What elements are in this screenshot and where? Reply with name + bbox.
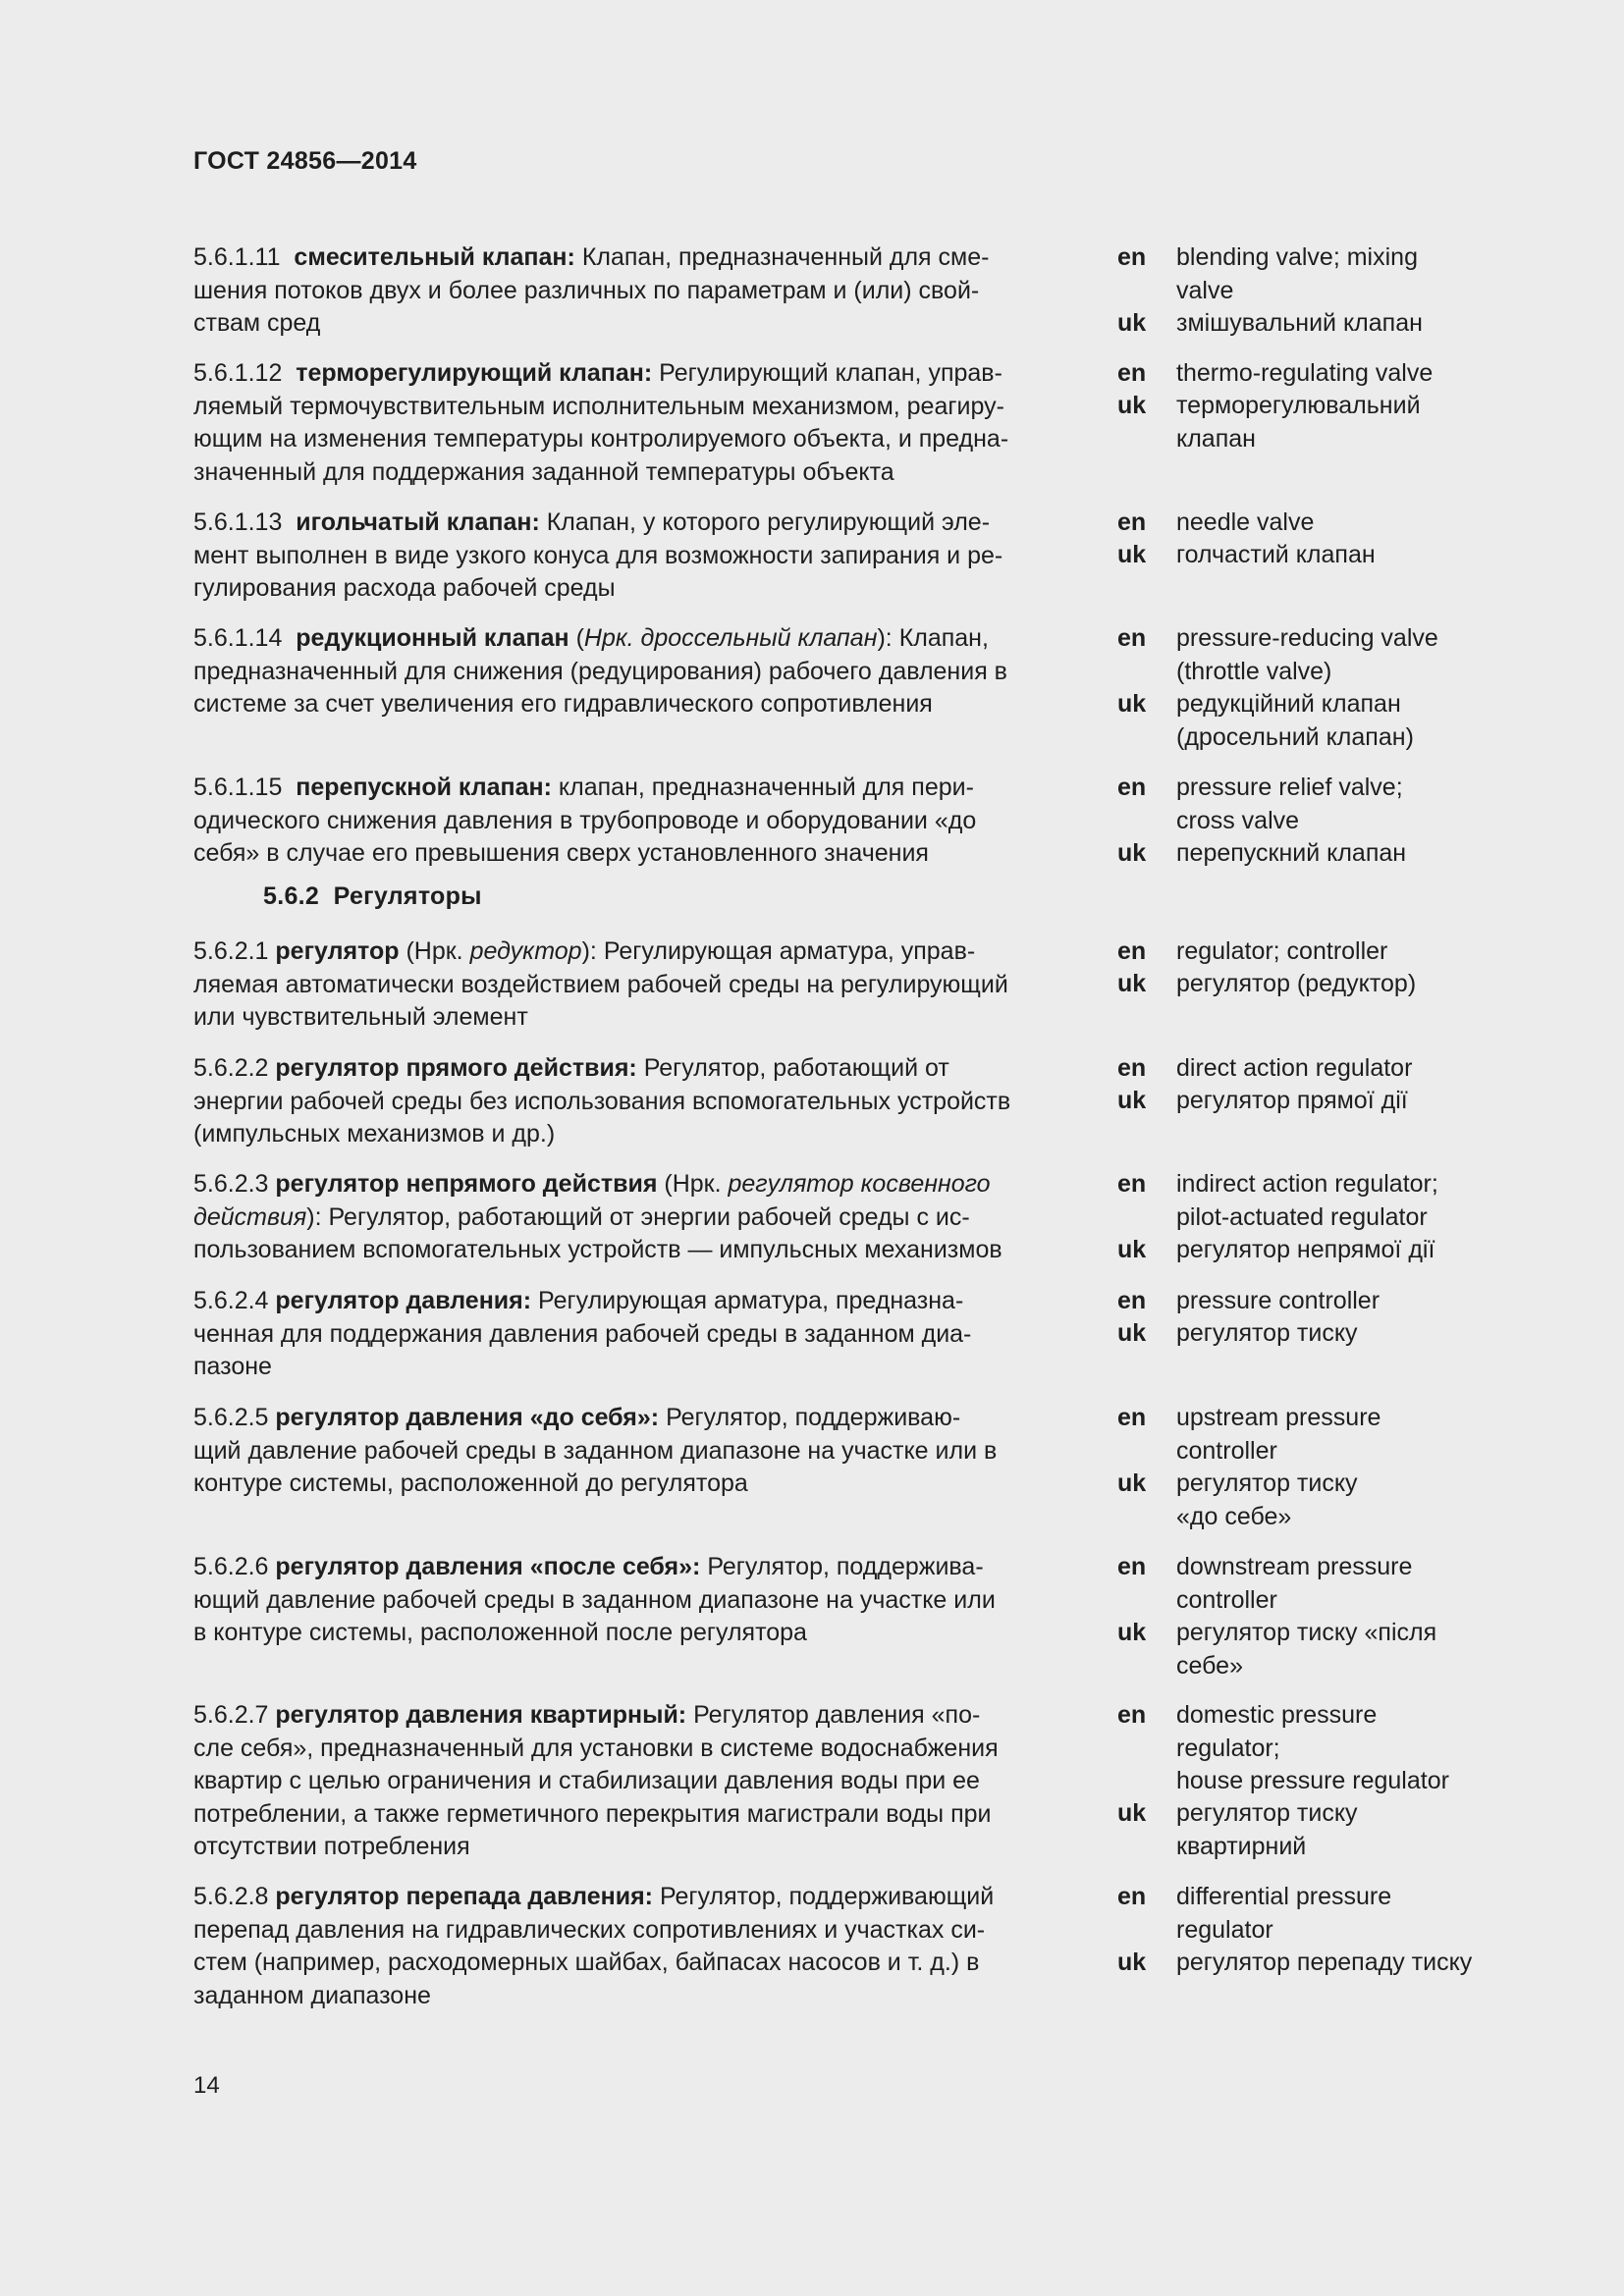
term-definition [193,1285,1092,1384]
definition-line: ствам сред [193,309,321,337]
term-name: регулятор [275,937,400,965]
term-definition [193,507,1092,606]
ukrainian-equivalent: регулятор тиску квартирний [1176,1799,1358,1860]
english-equivalent: downstream pressure controller [1176,1553,1413,1614]
definition-line: Регулирующий клапан, управ- [659,359,1002,387]
definition-line: перепад давления на гидравлических сопротивлениях и участках си- [193,1915,986,1944]
term-number: 5.6.1.14 [193,624,283,652]
english-equivalent: domestic pressure regulator; house pressure regulator [1176,1701,1449,1794]
definition-line: Регулятор, поддержива- [707,1553,984,1580]
english-equivalent: regulator; controller [1176,937,1388,965]
english-equivalent: differential pressure regulator [1176,1883,1392,1944]
definition-line: Регулирующая арматура, предназна- [538,1287,964,1314]
definition-line: сле себя», предназначенный для установки в системе водоснабжения [193,1734,999,1762]
lang-code-uk: uk [1117,1469,1147,1497]
definition-line: контуре системы, расположенной до регулятора [193,1469,748,1497]
lang-code-uk: uk [1117,1619,1147,1646]
definition-line: или чувствительный элемент [193,1003,528,1031]
deprecated-term: Нрк. дроссельный клапан [583,624,878,652]
lang-code-en: en [1117,1170,1147,1198]
definition-line: потреблении, а также герметичного перекрытия магистрали воды при [193,1799,992,1828]
term-definition: 5.6.2.3 регулятор непрямого действия (Нрк. регулятор косвенного действия): Регулятор, работающий от энергии рабочей среды с ис- пользованием вспомогательных устройств — импульсных механизмов [193,1168,1092,1267]
term-definition [193,241,1092,341]
definition-line: щий давление рабочей среды в заданном диапазоне на участке или в [193,1436,998,1465]
lang-code-en: en [1117,359,1147,387]
lang-code-uk: uk [1117,1799,1147,1827]
lang-code-en: en [1117,1553,1147,1580]
lang-code-uk: uk [1117,1087,1147,1114]
term-number: 5.6.2.7 [193,1701,269,1729]
definition-line: одического снижения давления в трубопроводе и оборудовании «до [193,806,977,834]
term-number: 5.6.2.1 [193,937,269,965]
english-equivalent: pressure relief valve; cross valve [1176,774,1403,834]
ukrainian-equivalent: регулятор тиску «після себе» [1176,1619,1437,1680]
definition-line: Регулирующая арматура, управ- [603,937,976,965]
term-name: регулятор давления: [275,1287,532,1314]
definition-line: мент выполнен в виде узкого конуса для возможности запирания и ре- [193,541,1003,569]
lang-code-en: en [1117,1701,1147,1729]
definition-line: Регулятор давления «по- [693,1701,981,1729]
term-definition [193,1551,1092,1650]
deprecated-equivalent: дросельний клапан [1184,722,1406,751]
term-name: регулятор прямого действия: [275,1054,637,1082]
term-number: 5.6.1.12 [193,359,283,387]
ukrainian-equivalent: регулятор непрямої дії [1176,1236,1435,1263]
definition-line: Клапан, предназначенный для сме- [581,243,990,271]
term-number: 5.6.2.3 [193,1170,269,1198]
subsection-number: 5.6.2 [263,882,320,910]
term-name: игольчатый клапан: [296,508,540,536]
definition-line: квартир с целью ограничения и стабилизации давления воды при ее [193,1767,980,1794]
definition-line: отсутствии потребления [193,1833,470,1860]
definition-line: стем (например, расходомерных шайбах, байпасах насосов и т. д.) в [193,1949,980,1976]
definition-line: Регулятор, поддерживающий [659,1883,995,1910]
term-name: перепускной клапан: [296,774,552,801]
definition-line: ющий давление рабочей среды в заданном диапазоне на участке или [193,1585,996,1614]
definition-line: в контуре системы, расположенной после регулятора [193,1619,807,1646]
term-definition: 5.6.1.14 редукционный клапан (Нрк. дроссельный клапан): Клапан, предназначенный для снижения (редуцирования) рабочего давления в системе за счет увеличения его гидравлического сопротивления [193,622,1092,721]
document-header: ГОСТ 24856—2014 [193,147,417,175]
lang-code-uk: uk [1117,690,1147,718]
lang-code-uk: uk [1117,309,1147,337]
definition-line: гулирования расхода рабочей среды [193,574,616,602]
definition-line: Регулятор, работающий от энергии рабочей среды с ис- [328,1202,970,1231]
english-equivalent: thermo-regulating valve [1176,359,1434,387]
term-definition [193,1052,1092,1151]
lang-code-uk: uk [1117,1319,1147,1347]
term-number: 5.6.2.8 [193,1883,269,1910]
term-definition [193,1881,1092,2012]
definition-line: ченная для поддержания давления рабочей среды в заданном диа- [193,1319,972,1348]
term-name: терморегулирующий клапан: [296,359,653,387]
ukrainian-equivalent: перепускний клапан [1176,839,1407,867]
definition-line: пользованием вспомогательных устройств — импульсных механизмов [193,1236,1002,1263]
lang-code-en: en [1117,243,1147,271]
definition-line: заданном диапазоне [193,1981,431,2009]
term-definition [193,772,1092,871]
ukrainian-equivalent: регулятор прямої дії [1176,1087,1408,1114]
ukrainian-equivalent: регулятор тиску [1176,1319,1358,1347]
ukrainian-equivalent: голчастий клапан [1176,541,1376,568]
definition-line: Регулятор, поддерживаю- [666,1404,961,1431]
ukrainian-equivalent: терморегулювальний клапан [1176,392,1421,453]
lang-code-en: en [1117,508,1147,536]
ukrainian-equivalent: регулятор тиску «до себе» [1176,1469,1358,1530]
term-number: 5.6.2.2 [193,1054,269,1082]
term-number: 5.6.1.15 [193,774,283,801]
term-number: 5.6.2.6 [193,1553,269,1580]
deprecated-term: редуктор [469,937,582,965]
term-name: редукционный клапан [296,624,569,652]
english-equivalent: blending valve; mixing valve [1176,243,1418,304]
lang-code-uk: uk [1117,541,1147,568]
definition-line: ющим на изменения температуры контролируемого объекта, и предна- [193,425,1009,453]
lang-code-en: en [1117,937,1147,965]
definition-line: себя» в случае его превышения сверх установленного значения [193,839,929,867]
definition-line: предназначенный для снижения (редуцирования) рабочего давления в [193,657,1007,685]
term-definition: 5.6.2.1 регулятор (Нрк. редуктор): Регулирующая арматура, управ- ляемая автоматически воздействием рабочей среды на регулирующий или чувствительный элемент [193,935,1092,1035]
english-equivalent: pressure-reducing valve (throttle valve) [1176,624,1438,685]
definition-line: (импульсных механизмов и др.) [193,1120,556,1148]
term-name: регулятор давления «после себя»: [275,1553,701,1580]
lang-code-en: en [1117,624,1147,652]
term-definition [193,1402,1092,1501]
english-equivalent: upstream pressure controller [1176,1404,1381,1465]
term-definition [193,357,1092,489]
english-equivalent: pressure controller [1176,1287,1380,1314]
deprecated-equivalent: редуктор [1305,970,1408,997]
term-name: смесительный клапан: [294,243,575,271]
lang-code-uk: uk [1117,839,1147,867]
term-number: 5.6.1.13 [193,508,283,536]
definition-line: Регулятор, работающий от [643,1054,949,1082]
definition-line: системе за счет увеличения его гидравлического сопротивления [193,690,933,718]
term-definition [193,1699,1092,1864]
term-number: 5.6.2.4 [193,1287,269,1314]
definition-line: ляемый термочувствительным исполнительным механизмом, реагиру- [193,392,1004,420]
ukrainian-equivalent: регулятор перепаду тиску [1176,1949,1473,1976]
subsection-title: Регуляторы [333,882,482,910]
lang-code-en: en [1117,1054,1147,1082]
ukrainian-equivalent: редукційний клапан (дросельний клапан) [1176,690,1414,751]
deprecated-term: регулятор косвенного [728,1170,991,1198]
term-name: регулятор давления «до себя»: [275,1404,660,1431]
term-name: регулятор перепада давления: [275,1883,653,1910]
definition-line: Клапан, у которого регулирующий эле- [546,508,991,536]
definition-line: энергии рабочей среды без использования вспомогательных устройств [193,1087,1011,1115]
term-name: регулятор непрямого действия [275,1170,658,1198]
lang-code-en: en [1117,774,1147,801]
lang-code-uk: uk [1117,1949,1147,1976]
definition-line: пазоне [193,1353,272,1380]
ukrainian-equivalent: регулятор (редуктор) [1176,970,1417,997]
lang-code-uk: uk [1117,1236,1147,1263]
term-number: 5.6.2.5 [193,1404,269,1431]
definition-line: клапан, предназначенный для пери- [558,774,974,801]
definition-line: шения потоков двух и более различных по параметрам и (или) свой- [193,276,980,304]
term-number: 5.6.1.11 [193,243,281,271]
lang-code-en: en [1117,1883,1147,1910]
definition-line: Клапан, [898,624,989,652]
lang-code-en: en [1117,1287,1147,1314]
term-name: регулятор давления квартирный: [275,1701,687,1729]
lang-code-uk: uk [1117,392,1147,419]
page-number: 14 [193,2072,220,2099]
definition-line: ляемая автоматически воздействием рабочей среды на регулирующий [193,970,1008,998]
subsection-heading [263,882,482,911]
definition-line: значенный для поддержания заданной температуры объекта [193,457,894,486]
english-equivalent: direct action regulator [1176,1054,1413,1082]
lang-code-uk: uk [1117,970,1147,997]
lang-code-en: en [1117,1404,1147,1431]
english-equivalent: indirect action regulator; pilot-actuated regulator [1176,1170,1438,1231]
english-equivalent: needle valve [1176,508,1315,536]
ukrainian-equivalent: змішувальний клапан [1176,309,1423,337]
